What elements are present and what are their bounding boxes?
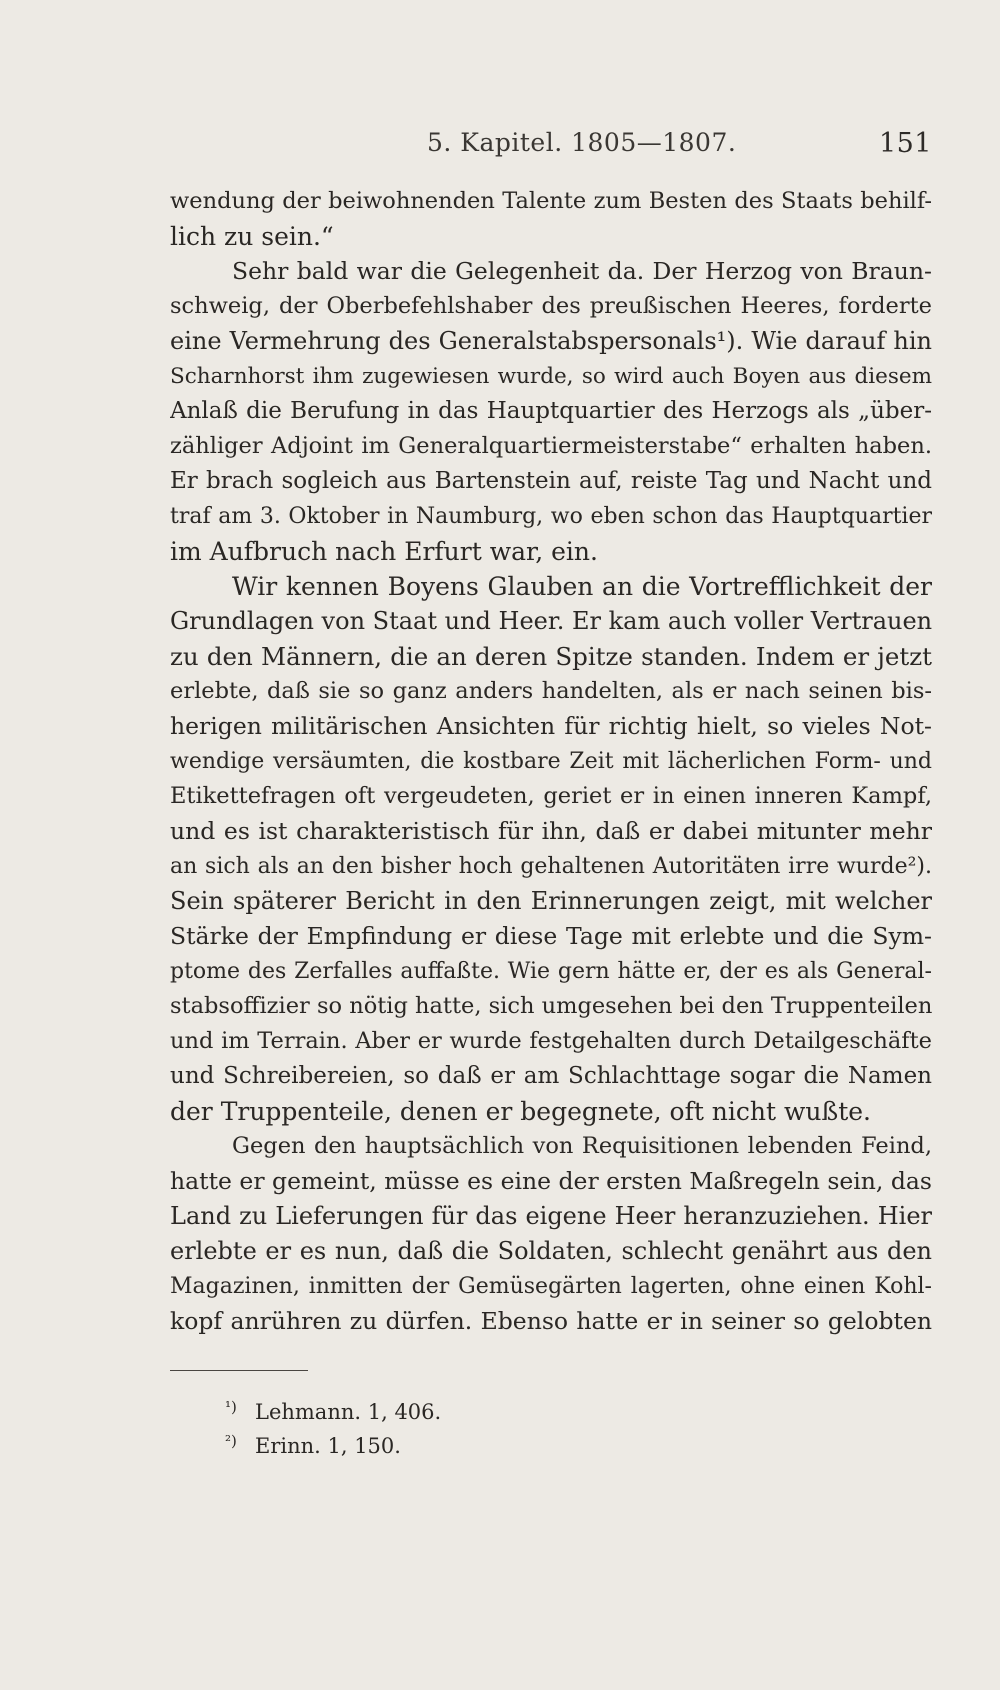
- body-text: [170, 184, 932, 1339]
- text-line: der Truppenteile, denen er begegnete, oft nicht wußte.: [170, 1097, 871, 1126]
- text-line: Scharnhorst ihm zugewiesen wurde, so wird auch Boyen aus diesem: [170, 364, 932, 389]
- text-line: Er brach sogleich aus Bartenstein auf, reiste Tag und Nacht und: [170, 468, 932, 494]
- text-line: wendung der beiwohnenden Talente zum Besten des Staats behilf-: [170, 188, 932, 214]
- text-line: zähliger Adjoint im Generalquartiermeisterstabe“ erhalten haben.: [170, 433, 932, 459]
- text-line: Stärke der Empfindung er diese Tage mit erlebte und die Sym-: [170, 922, 932, 950]
- text-line: Etikettefragen oft vergeudeten, geriet er in einen inneren Kampf,: [170, 783, 932, 809]
- text-line: traf am 3. Oktober in Naumburg, wo eben schon das Hauptquartier: [170, 504, 932, 529]
- text-line: lich zu sein.“: [170, 222, 334, 251]
- text-line: stabsoffizier so nötig hatte, sich umgesehen bei den Truppenteilen: [170, 993, 932, 1019]
- footnote-text: Erinn. 1, 150.: [255, 1434, 401, 1458]
- text-line: wendige versäumten, die kostbare Zeit mit lächerlichen Form- und: [170, 749, 932, 774]
- text-line: erlebte, daß sie so ganz anders handelten, als er nach seinen bis-: [170, 678, 932, 704]
- text-line: Magazinen, inmitten der Gemüsegärten lagerten, ohne einen Kohl-: [170, 1274, 932, 1299]
- text-line: Grundlagen von Staat und Heer. Er kam auch voller Vertrauen: [170, 607, 932, 635]
- text-line: im Aufbruch nach Erfurt war, ein.: [170, 537, 598, 566]
- text-line: eine Vermehrung des Generalstabspersonals¹). Wie darauf hin: [170, 327, 932, 355]
- footnotes: [225, 1395, 441, 1463]
- text-line: erlebte er es nun, daß die Soldaten, schlecht genährt aus den: [170, 1237, 932, 1265]
- text-line: Sein späterer Bericht in den Erinnerungen zeigt, mit welcher: [170, 887, 932, 915]
- footnote-marker: ²): [225, 1432, 237, 1450]
- text-line: Gegen den hauptsächlich von Requisitionen lebenden Feind,: [232, 1133, 932, 1159]
- text-line: ptome des Zerfalles auffaßte. Wie gern hätte er, der es als General-: [170, 959, 932, 984]
- page-number: 151: [878, 128, 932, 159]
- footnote-text: Lehmann. 1, 406.: [255, 1400, 442, 1424]
- text-line: hatte er gemeint, müsse es eine der ersten Maßregeln sein, das: [170, 1167, 932, 1195]
- text-line: zu den Männern, die an deren Spitze standen. Indem er jetzt: [170, 642, 932, 671]
- footnote-separator: [170, 1370, 308, 1371]
- text-line: Sehr bald war die Gelegenheit da. Der Herzog von Braun-: [232, 257, 932, 285]
- footnote: [225, 1395, 441, 1429]
- page-header: [170, 128, 932, 168]
- text-line: Wir kennen Boyens Glauben an die Vortrefflichkeit der: [232, 572, 932, 601]
- text-line: und es ist charakteristisch für ihn, daß er dabei mitunter mehr: [170, 817, 932, 845]
- text-line: und Schreibereien, so daß er am Schlachttage sogar die Namen: [170, 1063, 932, 1089]
- footnote-marker: ¹): [225, 1398, 237, 1416]
- footnote: [225, 1429, 441, 1463]
- text-line: und im Terrain. Aber er wurde festgehalten durch Detailgeschäfte: [170, 1028, 932, 1054]
- running-head: 5. Kapitel. 1805—1807.: [427, 128, 737, 157]
- text-line: Land zu Lieferungen für das eigene Heer heranzuziehen. Hier: [170, 1202, 932, 1230]
- text-line: Anlaß die Berufung in das Hauptquartier des Herzogs als „über-: [170, 398, 932, 424]
- text-line: schweig, der Oberbefehlshaber des preußischen Heeres, forderte: [170, 293, 932, 319]
- text-line: kopf anrühren zu dürfen. Ebenso hatte er in seiner so gelobten: [170, 1307, 932, 1335]
- text-line: an sich als an den bisher hoch gehaltenen Autoritäten irre wurde²).: [170, 854, 932, 879]
- text-line: herigen militärischen Ansichten für richtig hielt, so vieles Not-: [170, 712, 932, 740]
